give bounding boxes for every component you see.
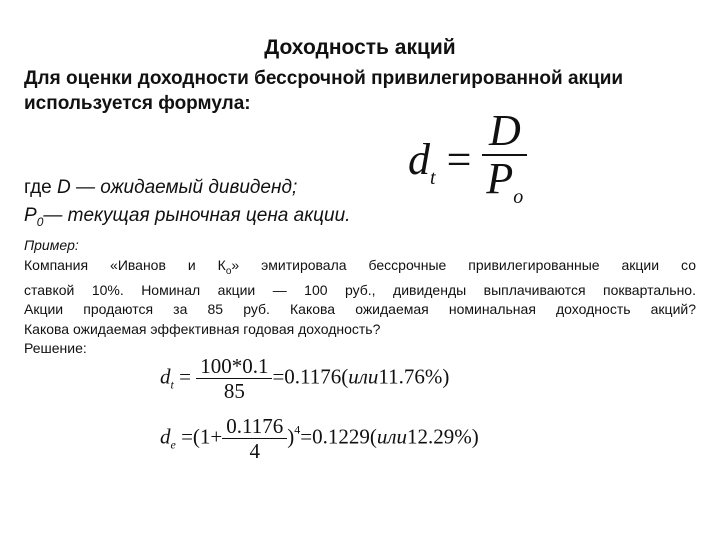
main-formula-lhs-sub: t bbox=[430, 167, 436, 190]
example-label: Пример: bbox=[24, 237, 79, 253]
formula-2-lhs-sub: e bbox=[170, 437, 176, 452]
definition-p bbox=[24, 204, 350, 234]
main-formula-den-sub: o bbox=[513, 186, 524, 208]
formula-2-numerator: 0.1176 bbox=[222, 414, 287, 439]
definition-d-prefix: где bbox=[24, 177, 58, 198]
formula-2-exponent: 4 bbox=[294, 422, 301, 437]
example-line-1a: Компания «Иванов и К bbox=[24, 256, 226, 273]
example-line-1 bbox=[24, 256, 696, 281]
formula-1-lhs-sub: t bbox=[170, 377, 174, 392]
definition-d bbox=[24, 176, 297, 200]
definition-p-desc: — текущая рыночная цена акции. bbox=[43, 205, 351, 226]
formula-1-percent: 11.76%) bbox=[378, 364, 450, 389]
main-formula-eq: = bbox=[446, 135, 472, 185]
intro-line-1: Для оценки доходности бессрочной привилегированной акции bbox=[24, 68, 624, 89]
example-line-1b: » эмитировала бессрочные привилегированные акции со bbox=[231, 256, 696, 273]
solution-formula-2 bbox=[160, 414, 479, 463]
main-formula-den-var: P bbox=[486, 154, 514, 203]
formula-1-word: или bbox=[348, 364, 379, 389]
formula-1-lhs: d bbox=[160, 364, 171, 389]
formula-2-lhs: d bbox=[160, 424, 171, 449]
intro-line-2: используется формула: bbox=[24, 93, 251, 114]
page-title: Доходность акций bbox=[264, 36, 456, 59]
solution-label: Решение: bbox=[24, 340, 87, 357]
main-formula-fraction bbox=[482, 108, 527, 220]
example-line-4: Какова ожидаемая эффективная годовая доходность? bbox=[24, 320, 381, 337]
example-line-3: Акции продаются за 85 руб. Какова ожидаемая номинальная доходность акций? bbox=[24, 301, 696, 318]
formula-2-eq: =(1+ bbox=[181, 424, 223, 449]
definition-d-var: D bbox=[57, 177, 71, 198]
formula-2-percent: 12.29%) bbox=[407, 424, 479, 449]
formula-1-result: =0.1176( bbox=[272, 364, 349, 389]
formula-2-word: или bbox=[376, 424, 408, 449]
example-block bbox=[24, 236, 696, 359]
solution-formula-1 bbox=[160, 354, 449, 403]
definition-d-desc: — ожидаемый дивиденд; bbox=[70, 177, 298, 198]
formula-1-eq: = bbox=[179, 364, 191, 389]
example-line-1-sub: о bbox=[225, 265, 232, 277]
main-formula-denominator bbox=[482, 156, 527, 220]
formula-2-result: =0.1229( bbox=[300, 424, 377, 449]
formula-1-fraction bbox=[196, 354, 272, 403]
definition-p-sub: 0 bbox=[36, 214, 44, 229]
formula-1-denominator: 85 bbox=[223, 379, 245, 403]
main-formula-lhs: d bbox=[408, 135, 430, 185]
formula-2-close: ) bbox=[287, 424, 295, 449]
example-line-2: ставкой 10%. Номинал акции — 100 руб., дивиденды выплачиваются поквартально. bbox=[24, 281, 696, 298]
formula-2-denominator: 4 bbox=[249, 439, 260, 463]
definition-p-var: P bbox=[24, 205, 37, 226]
intro-text bbox=[24, 66, 704, 116]
formula-1-numerator: 100*0.1 bbox=[196, 354, 272, 379]
formula-2-fraction bbox=[222, 414, 287, 463]
main-formula bbox=[408, 108, 527, 220]
main-formula-numerator: D bbox=[482, 108, 527, 156]
